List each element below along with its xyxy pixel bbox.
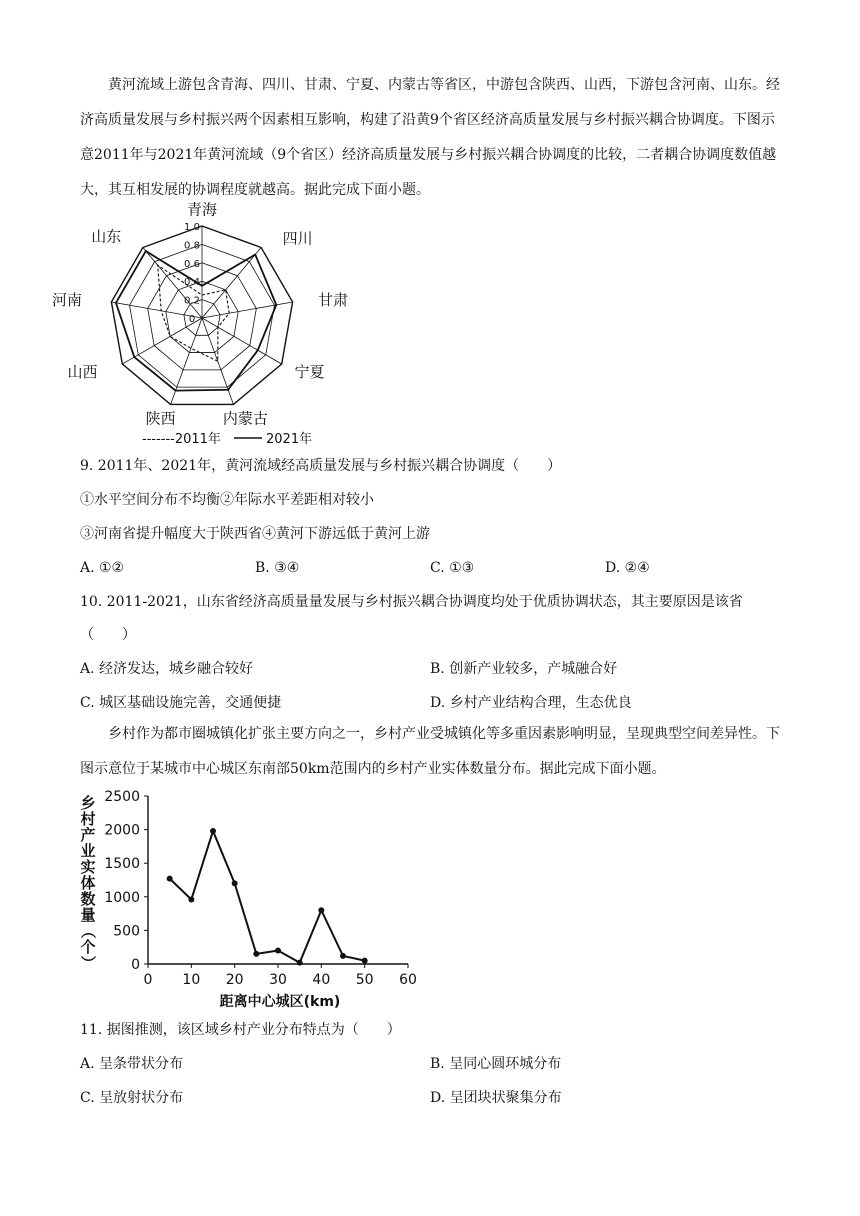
ylabel-char: 乡: [80, 794, 96, 812]
radar-axis-label: 河南: [51, 291, 82, 310]
q11-option-d[interactable]: D. 呈团块状聚集分布: [430, 1090, 562, 1106]
data-point: [210, 828, 216, 834]
q9-statement-2: ③河南省提升幅度大于陕西省④黄河下游远低于黄河上游: [80, 526, 430, 542]
radar-tick-labels: [184, 222, 200, 325]
q10-option-b[interactable]: B. 创新产业较多，产城融合好: [430, 661, 618, 677]
radar-axis-labels: [52, 200, 348, 427]
radar-tick-label: 0.4: [184, 277, 200, 289]
radar-chart: [51, 200, 349, 450]
data-point: [362, 958, 368, 964]
radar-spoke-4: [202, 318, 282, 364]
line-chart-series: [167, 828, 368, 966]
y-tick-label: 2000: [104, 822, 140, 839]
q11-option-c[interactable]: C. 呈放射状分布: [80, 1090, 184, 1106]
x-tick-label: 0: [143, 972, 153, 988]
y-tick-label: 1000: [104, 889, 140, 906]
y-tick-label: 2500: [104, 789, 140, 805]
radar-axis-label: 青海: [186, 200, 218, 219]
q11-option-b[interactable]: B. 呈同心圆环城分布: [430, 1056, 562, 1072]
x-tick-label: 40: [312, 972, 331, 988]
radar-tick-label: 0.2: [184, 295, 200, 307]
data-point: [340, 953, 346, 959]
intro-paragraph-2: 乡村作为都市圈城镇化扩张主要方向之一，乡村产业受城镇化等多重因素影响明显，呈现典型空间差异性。下图示意位于某城市中心城区东南部50km范围内的乡村产业实体数量分布。据此完成下面小题。: [80, 726, 780, 777]
line-chart-axes: [148, 796, 408, 964]
y-tick-label: 0: [131, 957, 140, 973]
x-tick-label: 20: [225, 972, 244, 988]
ylabel-char: 实: [80, 858, 96, 876]
radar-axis-label: 甘肃: [318, 291, 349, 310]
radar-axis-label: 内蒙古: [222, 409, 268, 428]
q10-option-d[interactable]: D. 乡村产业结构合理，生态优良: [430, 695, 632, 711]
x-tick-label: 10: [182, 972, 201, 988]
q9-option-a[interactable]: A. ①②: [80, 560, 125, 576]
radar-axis-label: 宁夏: [294, 362, 325, 381]
radar-tick-label: 0: [188, 314, 196, 325]
q9-option-c[interactable]: C. ①③: [430, 560, 475, 576]
x-tick-label: 60: [399, 972, 417, 988]
line-chart-xlabel: 距离中心城区(km): [219, 994, 341, 1010]
radar-tick-label: 0.6: [184, 258, 200, 270]
ylabel-char: 个: [80, 938, 96, 956]
ylabel-char: 村: [80, 810, 96, 828]
q11-option-a[interactable]: A. 呈条带状分布: [80, 1056, 184, 1072]
data-point: [188, 896, 194, 902]
q11-stem: 11. 据图推测，该区域乡村产业分布特点为（ ）: [80, 1022, 401, 1038]
radar-tick-label: 0.8: [184, 240, 200, 252]
x-tick-label: 30: [269, 972, 287, 988]
y-tick-label: 1500: [104, 856, 140, 873]
line-chart-ylabel: [79, 794, 97, 971]
radar-tick-label: 1.0: [184, 222, 200, 233]
y-tick-label: 500: [113, 923, 140, 940]
radar-axis-label: 山东: [91, 227, 122, 246]
ylabel-char: 量: [80, 906, 96, 924]
q9-stem: 9. 2011年、2021年，黄河流域经高质量发展与乡村振兴耦合协调度（ ）: [80, 458, 562, 474]
ylabel-char: （: [79, 923, 97, 939]
q9-statement-1: ①水平空间分布不均衡②年际水平差距相对较小: [80, 492, 374, 508]
q10-paren: （ ）: [80, 627, 136, 643]
radar-spoke-2: [202, 248, 261, 318]
line-chart-ticks: [104, 789, 417, 988]
radar-spoke-3: [202, 302, 293, 318]
ylabel-char: 产: [80, 826, 96, 844]
legend-2011: -------2011年: [142, 432, 221, 447]
radar-legend: [142, 431, 312, 447]
radar-grid: [111, 226, 292, 404]
q10-stem: 10. 2011-2021，山东省经济高质量量发展与乡村振兴耦合协调度均处于优质协调状态，其主要原因是该省: [80, 594, 743, 610]
data-point: [318, 907, 324, 913]
q9-option-d[interactable]: D. ②④: [605, 560, 650, 576]
line-chart: [70, 782, 430, 1012]
radar-axis-label: 山西: [67, 362, 98, 381]
radar-spoke-5: [202, 318, 233, 404]
q10-option-a[interactable]: A. 经济发达，城乡融合较好: [80, 661, 254, 677]
ylabel-char: 业: [80, 842, 96, 860]
ylabel-char: ）: [79, 955, 97, 971]
data-point: [297, 960, 303, 966]
q10-option-c[interactable]: C. 城区基础设施完善，交通便捷: [80, 695, 282, 711]
ylabel-char: 数: [80, 890, 96, 908]
radar-axis-label: 四川: [282, 229, 313, 248]
data-point: [232, 880, 238, 886]
legend-2021: 2021年: [266, 432, 313, 447]
intro-paragraph-1: 黄河流域上游包含青海、四川、甘肃、宁夏、内蒙古等省区，中游包含陕西、山西，下游包含河南、山东。经济高质量发展与乡村振兴两个因素相互影响，构建了沿黄9个省区经济高质量发展与乡村振兴耦合协调度。下图示意2011年与2021年黄河流域（9个省区）经济高质量发展与乡村振兴耦合协调度的比较，二者耦合协调度数值越大，其互相发展的协调程度就越高。据此完成下面小题。: [80, 77, 780, 198]
data-point: [253, 951, 259, 957]
data-point: [167, 876, 173, 882]
data-point: [275, 948, 281, 954]
x-tick-label: 50: [355, 972, 374, 988]
ylabel-char: 体: [80, 874, 96, 892]
q9-option-b[interactable]: B. ③④: [255, 560, 300, 576]
series-line: [170, 831, 365, 963]
radar-axis-label: 陕西: [145, 409, 176, 428]
